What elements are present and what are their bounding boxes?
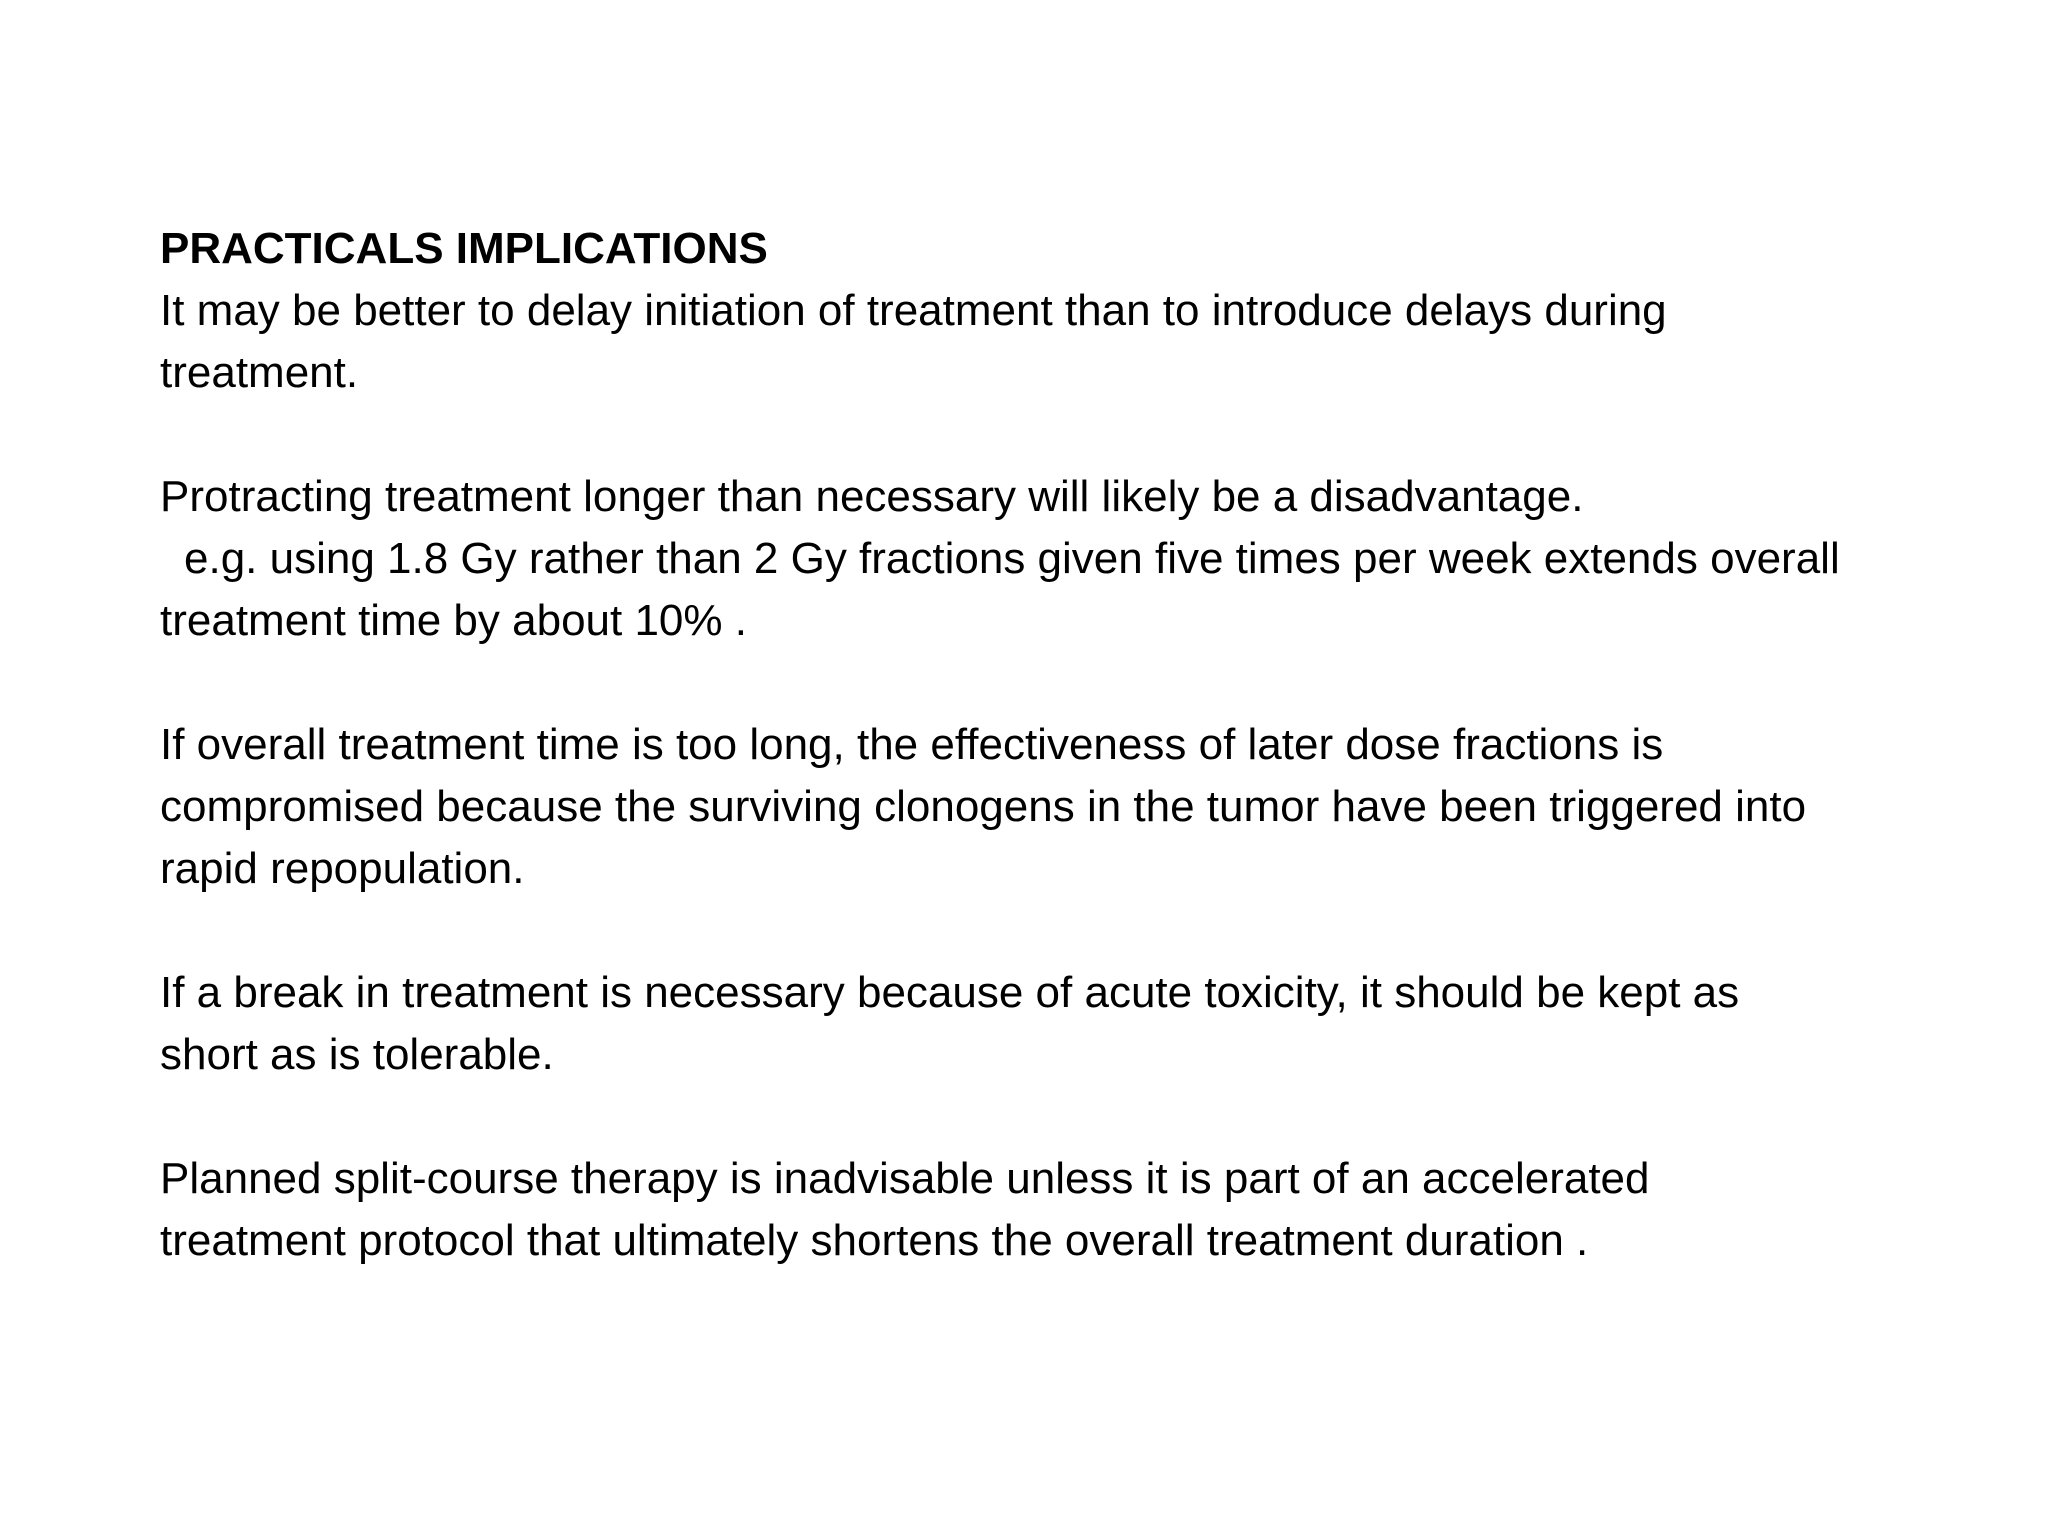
paragraph-line: treatment time by about 10% . [160,596,747,645]
paragraph-line: If a break in treatment is necessary because of acute toxicity, it should be kept as [160,968,1740,1017]
paragraph-delay-initiation [160,280,1980,404]
paragraph-line: short as is tolerable. [160,1030,554,1079]
paragraph-spacer [160,900,1980,962]
example-line: e.g. using 1.8 Gy rather than 2 Gy fractions given five times per week extends overall [184,534,1840,583]
paragraph-spacer [160,404,1980,466]
paragraph-spacer [160,652,1980,714]
paragraph-line: treatment protocol that ultimately shortens the overall treatment duration . [160,1216,1589,1265]
paragraph-overall-time [160,714,1980,900]
slide-heading: PRACTICALS IMPLICATIONS [160,224,768,273]
paragraph-line: Protracting treatment longer than necessary will likely be a disadvantage. [160,472,1584,521]
paragraph-split-course [160,1148,1980,1272]
paragraph-line: treatment. [160,348,359,397]
slide-body [160,218,1980,1272]
paragraph-line: compromised because the surviving clonogens in the tumor have been triggered into [160,782,1807,831]
paragraph-line: If overall treatment time is too long, the effectiveness of later dose fractions is [160,720,1664,769]
paragraph-line: It may be better to delay initiation of treatment than to introduce delays during [160,286,1667,335]
paragraph-treatment-break [160,962,1980,1086]
paragraph-line: Planned split-course therapy is inadvisable unless it is part of an accelerated [160,1154,1650,1203]
paragraph-spacer [160,1086,1980,1148]
paragraph-line: rapid repopulation. [160,844,525,893]
paragraph-protracting-treatment [160,466,1980,652]
